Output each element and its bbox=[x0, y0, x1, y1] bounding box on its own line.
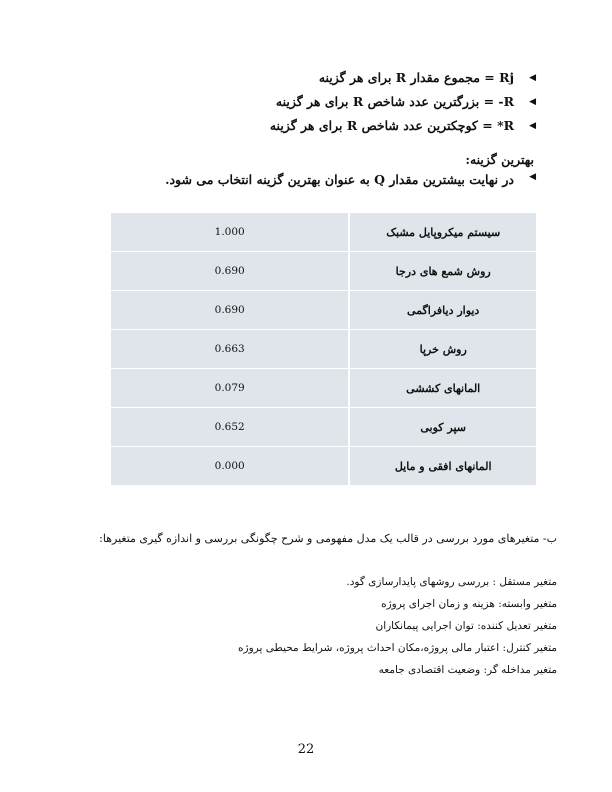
table-row bbox=[111, 369, 536, 408]
definition-text: R* = کوچکترین عدد شاخص R برای هر گزینه bbox=[269, 118, 514, 133]
table-cell-name: سیستم میکروپایل مشبک bbox=[349, 213, 536, 252]
table-cell-name: المانهای کششی bbox=[349, 369, 536, 408]
page-number: 22 bbox=[297, 742, 315, 757]
table-row bbox=[111, 447, 536, 486]
definition-rj bbox=[236, 66, 536, 90]
table-cell-name: روش شمع های درجا bbox=[349, 252, 536, 291]
table-row bbox=[111, 252, 536, 291]
definition-r-star bbox=[236, 114, 536, 138]
table-cell-name: روش خرپا bbox=[349, 330, 536, 369]
table-row bbox=[111, 330, 536, 369]
variable-moderator: متغیر تعدیل کننده: توان اجرایی پیمانکاران bbox=[375, 620, 557, 632]
variable-dependent: متغیر وابسته: هزینه و زمان اجرای پروژه bbox=[381, 598, 557, 610]
table-cell-value: 0.663 bbox=[111, 330, 349, 369]
table-cell-value: 0.000 bbox=[111, 447, 349, 486]
table-cell-value: 1.000 bbox=[111, 213, 349, 252]
bullet-arrow-icon: ◀ bbox=[529, 121, 536, 131]
bullet-arrow-icon: ◀ bbox=[529, 172, 536, 182]
variable-intervening: متغیر مداخله گر: وضعیت اقتصادی جامعه bbox=[378, 664, 557, 676]
section-b-paragraph: ب- متغیرهای مورد بررسی در قالب یک مدل مفهومی و شرح چگونگی بررسی و اندازه گیری متغیرها: bbox=[99, 532, 557, 545]
table-cell-name: دیوار دیافراگمی bbox=[349, 291, 536, 330]
table-cell-value: 0.079 bbox=[111, 369, 349, 408]
best-option-heading: بهترین گزینه: bbox=[465, 152, 534, 167]
table-row bbox=[111, 291, 536, 330]
table-cell-value: 0.652 bbox=[111, 408, 349, 447]
bullet-arrow-icon: ◀ bbox=[529, 73, 536, 83]
best-option-bullet bbox=[94, 172, 536, 187]
results-table bbox=[111, 213, 536, 486]
table-cell-value: 0.690 bbox=[111, 252, 349, 291]
definition-text: R- = بزرگترین عدد شاخص R برای هر گزینه bbox=[275, 94, 514, 109]
table-row bbox=[111, 408, 536, 447]
definition-r-minus bbox=[236, 90, 536, 114]
variable-independent: متغیر مستقل : بررسی روشهای پایدارسازی گود. bbox=[346, 576, 557, 588]
table-cell-name: سپر کوبی bbox=[349, 408, 536, 447]
table-cell-value: 0.690 bbox=[111, 291, 349, 330]
definition-text: Rj = مجموع مقدار R برای هر گزینه bbox=[318, 70, 514, 85]
table-cell-name: المانهای افقی و مایل bbox=[349, 447, 536, 486]
best-option-text: در نهایت بیشترین مقدار Q به عنوان بهترین گزینه انتخاب می شود. bbox=[165, 172, 514, 187]
table-row bbox=[111, 213, 536, 252]
definitions-list bbox=[236, 66, 536, 138]
variable-control: متغیر کنترل: اعتبار مالی پروژه،مکان احداث پروژه، شرایط محیطی پروژه bbox=[238, 642, 557, 654]
bullet-arrow-icon: ◀ bbox=[529, 97, 536, 107]
